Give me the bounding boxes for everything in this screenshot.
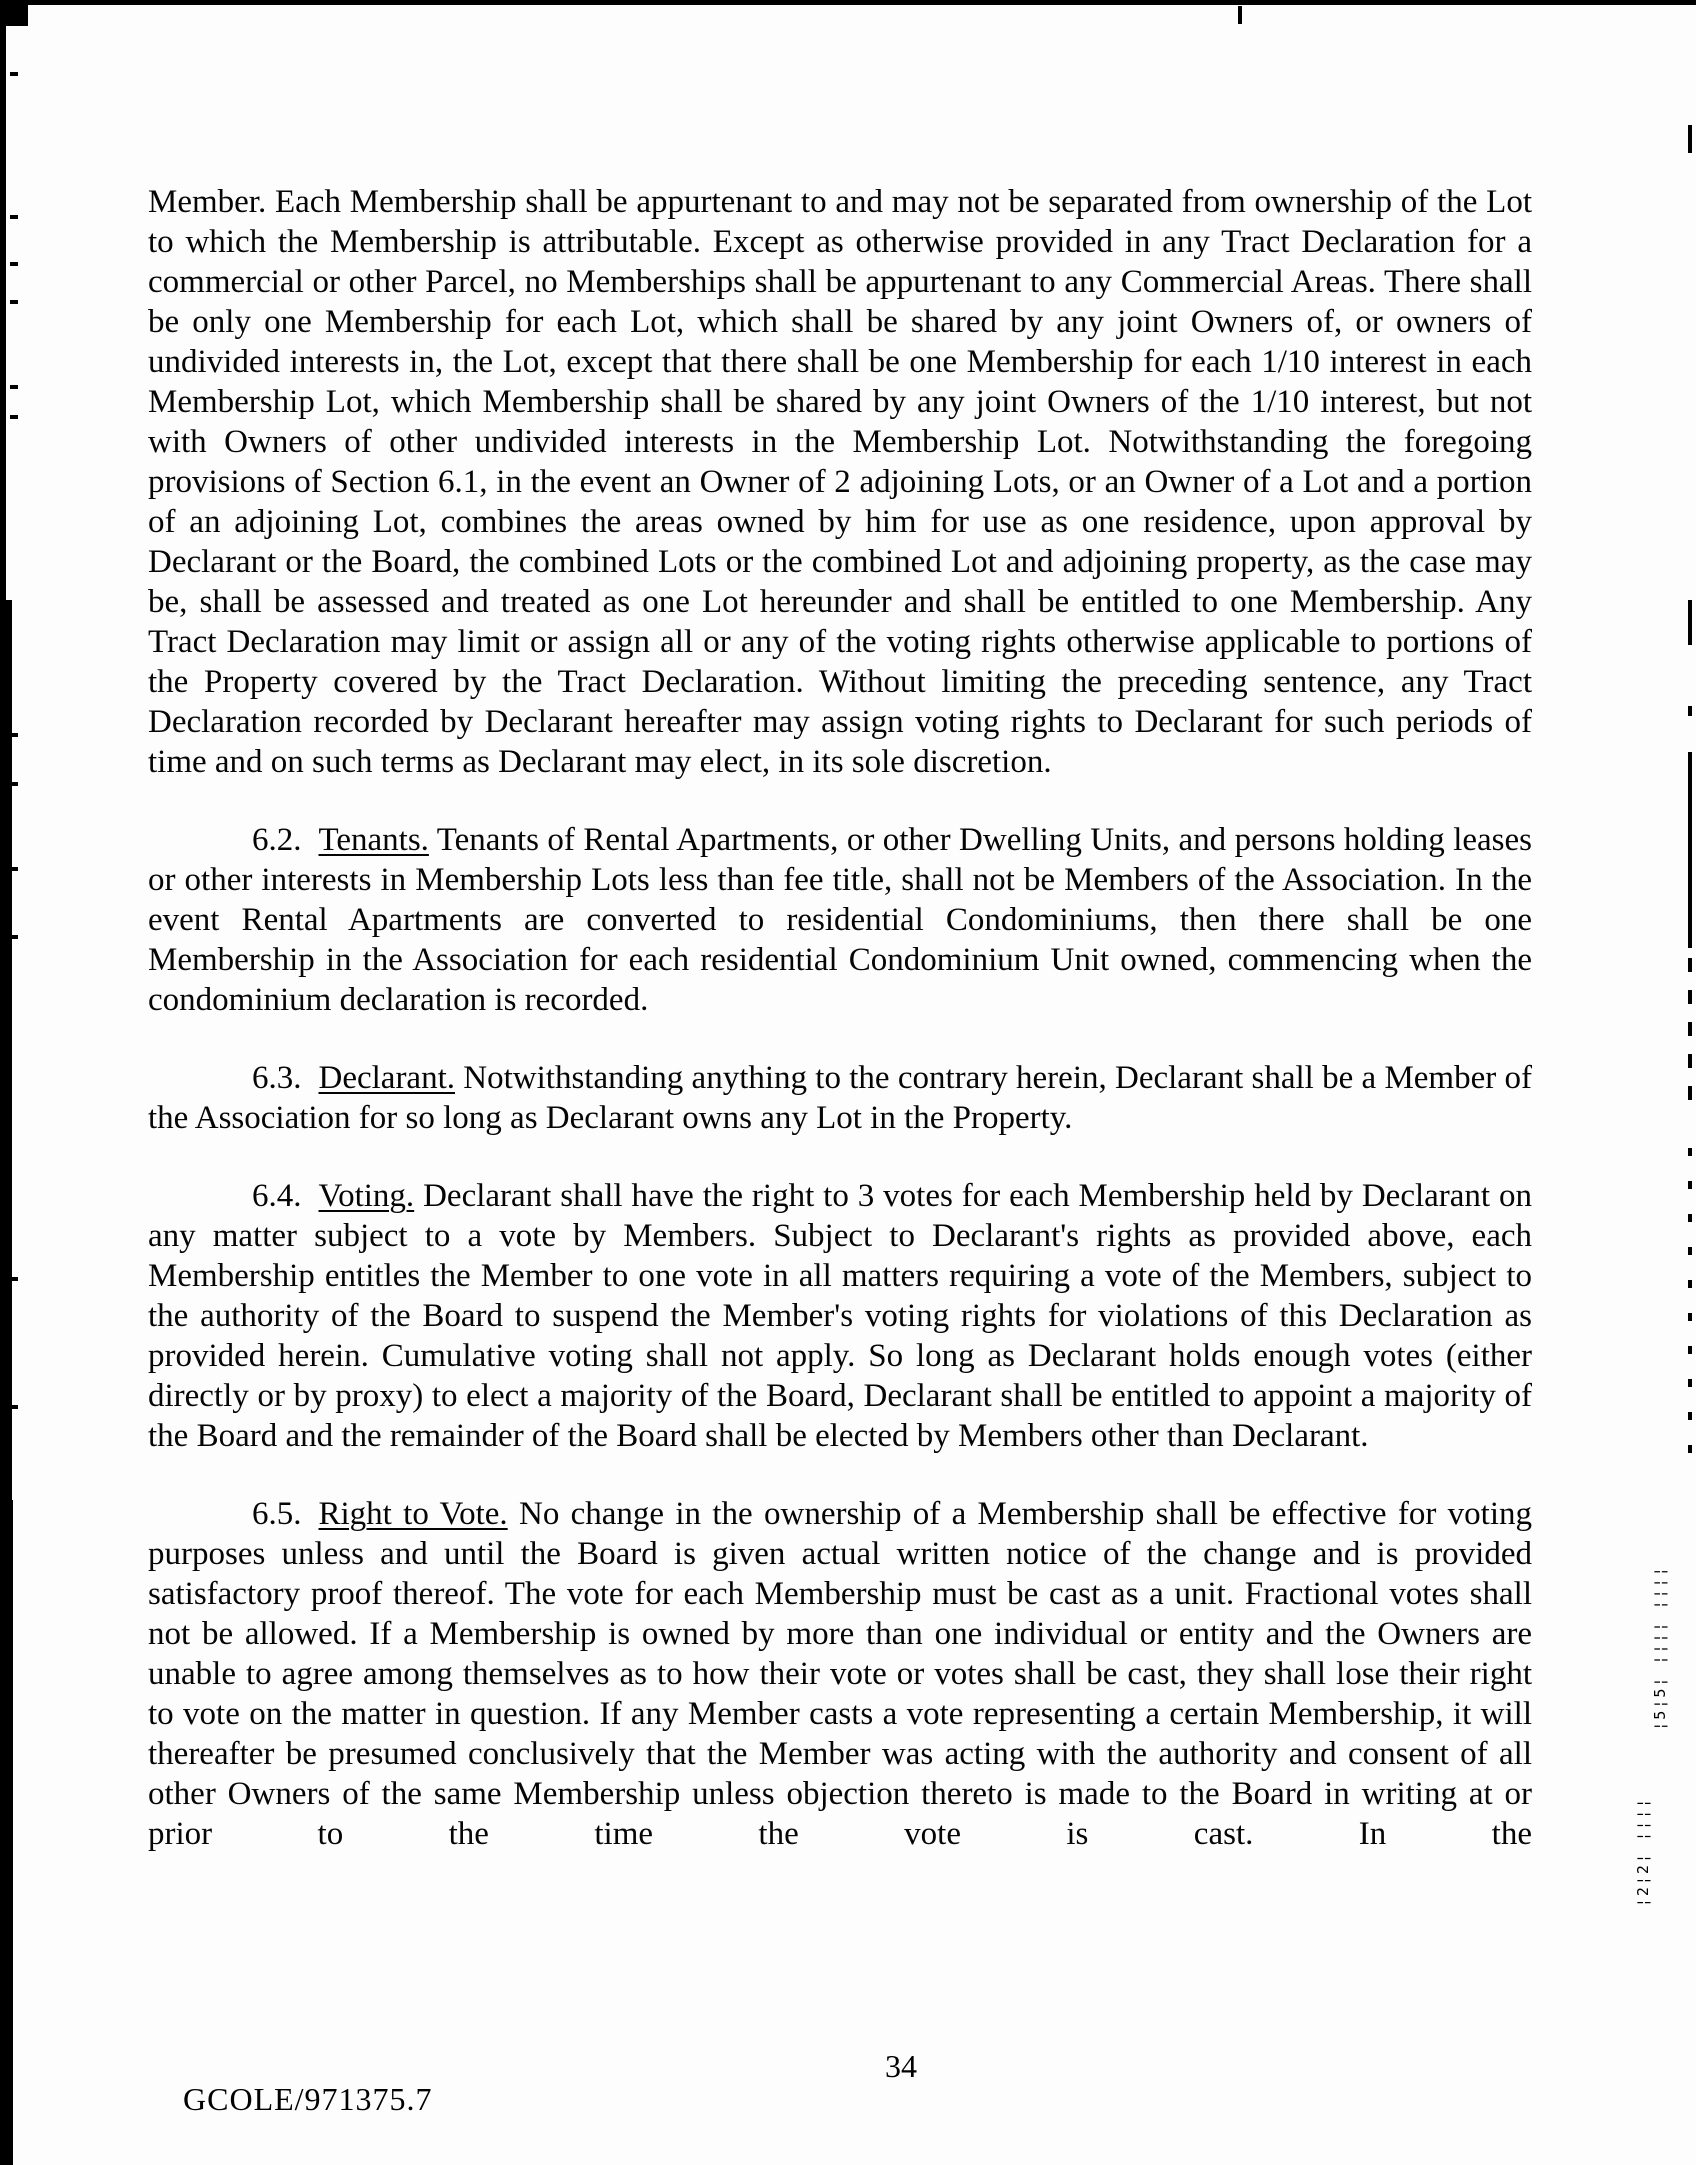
scan-edge-mark (1688, 1214, 1692, 1222)
margin-stamp-upper: ¦5¦5¦ ¦¦¦¦ ¦¦¦¦ (1651, 1565, 1669, 1731)
scan-edge-mark (10, 215, 18, 219)
paragraph-text: No change in the ownership of a Membership shall be effective for voting purposes unless and until the Board is given actual written notice of the change and is provided satisfactory proof thereof. The vote for each Membership must be cast as a unit. Fractional votes shall not be allowed. If a Membership is owned by more than one individual or entity and the Owners are unable to agree among themselves as to how their vote or votes shall be cast, they shall lose their right to vote on the matter in question. If any Member casts a vote representing a certain Membership, it will thereafter be presumed conclusively that the Member was acting with the authority and consent of all other Owners of the same Membership unless objection thereto is made to the Board in writing at or prior to the time the vote is cast. In the (148, 1496, 1532, 1852)
scan-edge-mark (1688, 752, 1692, 948)
page-number: 34 (885, 2048, 917, 2084)
scan-edge-mark (1688, 990, 1692, 1004)
scan-edge-mark (10, 1405, 18, 1409)
scan-edge-mark (1688, 600, 1692, 645)
scan-edge-mark (10, 733, 18, 737)
scan-edge-mark (10, 1277, 18, 1281)
scan-edge-mark (10, 415, 18, 419)
text-block (148, 182, 1532, 1892)
section-paragraph (148, 820, 1532, 1020)
paragraph-text: Declarant shall have the right to 3 votes for each Membership held by Declarant on any matter subject to a vote by Members. Subject to Declarant's rights as provided above, each Membership entitles the Member to one vote in all matters requiring a vote of the Members, subject to the authority of the Board to suspend the Member's voting rights for violations of this Declaration as provided herein. Cumulative voting shall not apply. So long as Declarant holds enough votes (either directly or by proxy) to elect a majority of the Board, Declarant shall be entitled to appoint a majority of the Board and the remainder of the Board shall be elected by Members other than Declarant. (148, 1178, 1533, 1454)
section-heading: Voting. (318, 1178, 415, 1214)
scan-edge-mark (1688, 706, 1692, 716)
section-paragraph (148, 1058, 1532, 1138)
section-heading: Declarant. (318, 1060, 455, 1096)
scan-edge-mark (1688, 1313, 1692, 1321)
paragraph-text: Tenants of Rental Apartments, or other Dwelling Units, and persons holding leases or other interests in Membership Lots less than fee title, shall not be Members of the Association. In the event Rental Apartments are converted to residential Condominiums, then there shall be one Membership in the Association for each residential Condominium Unit owned, commencing when the condominium declaration is recorded. (148, 822, 1533, 1018)
section-heading: Tenants. (318, 822, 429, 858)
scan-speck (1238, 6, 1242, 24)
paragraph-text: Member. Each Membership shall be appurtenant to and may not be separated from ownership of the Lot to which the Membership is attributable. Except as otherwise provided in any Tract Declaration for a commercial or other Parcel, no Memberships shall be appurtenant to any Commercial Areas. There shall be only one Membership for each Lot, which shall be shared by any joint Owners of, or owners of undivided interests in, the Lot, except that there shall be one Membership for each 1/10 interest in each Membership Lot, which Membership shall be shared by any joint Owners of the 1/10 interest, but not with Owners of other undivided interests in the Membership Lot. Notwithstanding the foregoing provisions of Section 6.1, in the event an Owner of 2 adjoining Lots, or an Owner of a Lot and a portion of an adjoining Lot, combines the areas owned by him for use as one residence, upon approval by Declarant or the Board, the combined Lots or the combined Lot and adjoining property, as the case may be, shall be assessed and treated as one Lot hereunder and shall be entitled to one Membership. Any Tract Declaration may limit or assign all or any of the voting rights otherwise applicable to portions of the Property covered by the Tract Declaration. Without limiting the preceding sentence, any Tract Declaration recorded by Declarant hereafter may assign voting rights to Declarant for such periods of time and on such terms as Declarant may elect, in its sole discretion. (148, 184, 1532, 780)
section-number: 6.3. (252, 1060, 302, 1096)
margin-stamp-lower: ¦2¦2¦ ¦¦¦¦ (1634, 1796, 1652, 1908)
section-heading: Right to Vote. (318, 1496, 508, 1532)
scan-edge-mark (1688, 1445, 1692, 1453)
scan-left-edge-strip (0, 1500, 13, 2165)
scan-edge-mark (1688, 1054, 1692, 1068)
scan-edge-mark (1688, 1280, 1692, 1288)
scan-edge-mark (10, 935, 18, 939)
scan-edge-mark (1688, 1346, 1692, 1354)
scan-edge-mark (1688, 1148, 1692, 1156)
paragraph-text: Notwithstanding anything to the contrary herein, Declarant shall be a Member of the Association for so long as Declarant owns any Lot in the Property. (148, 1060, 1532, 1136)
scan-edge-mark (10, 262, 18, 266)
scan-edge-mark (10, 72, 18, 76)
scan-edge-mark (10, 385, 18, 389)
scan-left-edge-strip (0, 0, 6, 620)
section-number: 6.2. (252, 822, 302, 858)
scan-edge-mark (10, 300, 18, 304)
scan-edge-mark (1688, 1022, 1692, 1036)
section-number: 6.5. (252, 1496, 302, 1532)
scan-edge-mark (10, 782, 18, 786)
document-file-reference: GCOLE/971375.7 (183, 2081, 433, 2117)
scan-edge-mark (1688, 958, 1692, 972)
scan-edge-mark (1688, 1247, 1692, 1255)
scan-top-edge-line (0, 0, 1696, 5)
section-number: 6.4. (252, 1178, 302, 1214)
scan-edge-mark (1688, 1181, 1692, 1189)
section-paragraph (148, 1494, 1532, 1854)
scan-edge-mark (1688, 1412, 1692, 1420)
section-paragraph (148, 1176, 1532, 1456)
scan-edge-mark (1688, 1379, 1692, 1387)
scan-edge-mark (1688, 125, 1692, 153)
scan-edge-mark (10, 867, 18, 871)
scan-edge-mark (1688, 1086, 1692, 1100)
body-paragraph (148, 182, 1532, 782)
